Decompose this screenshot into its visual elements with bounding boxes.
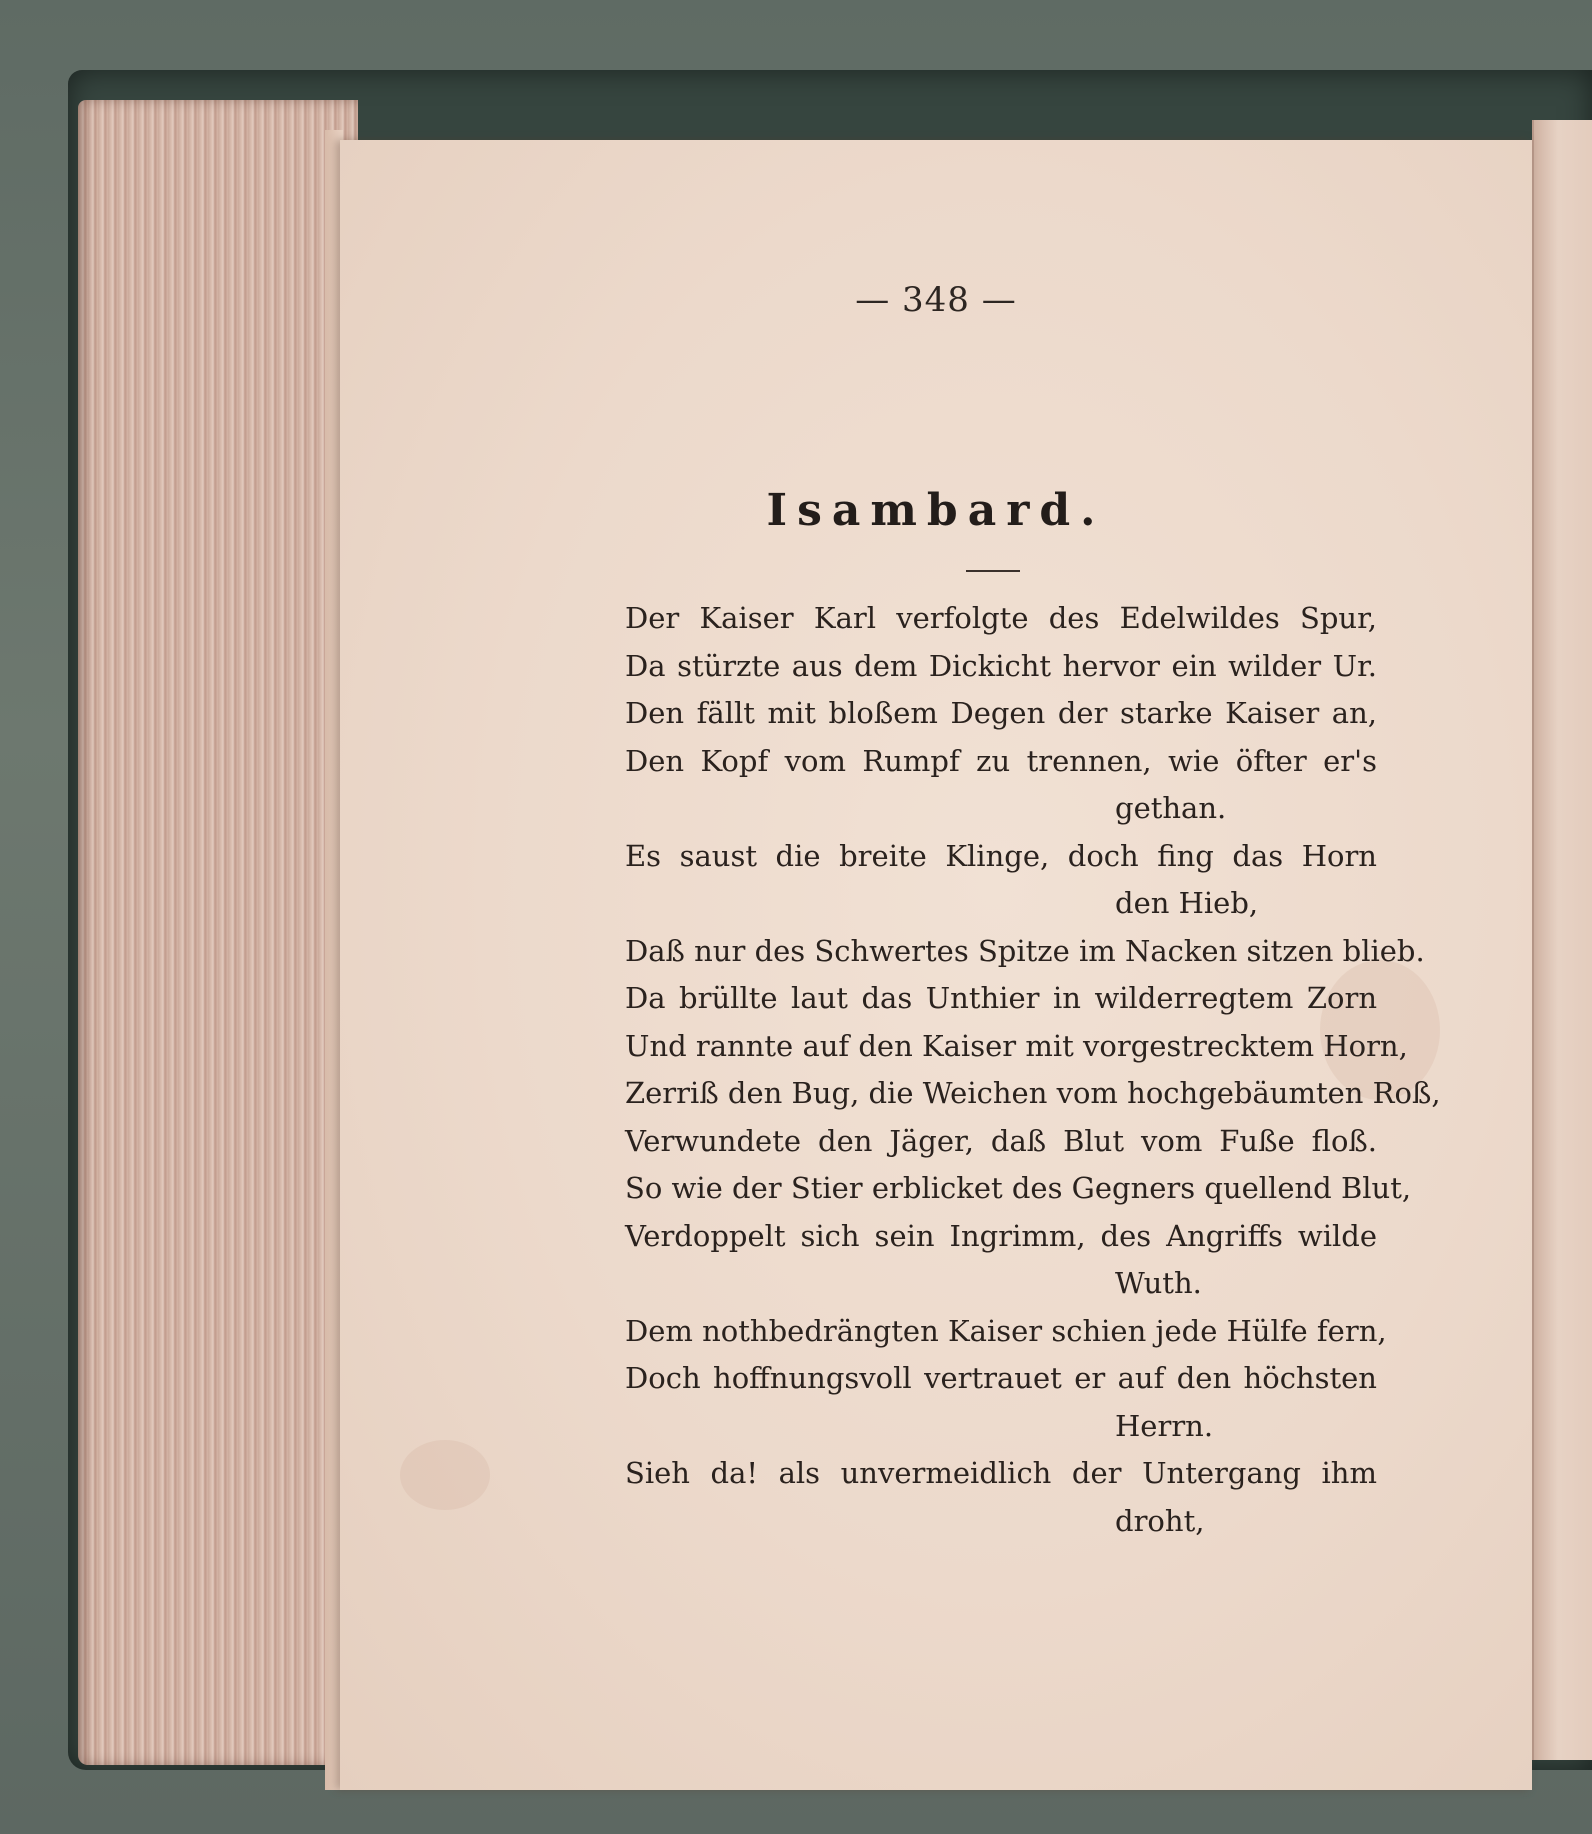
poem-line-continuation: Herrn. — [1115, 1408, 1214, 1443]
paper-stain — [400, 1440, 490, 1510]
poem-line: Verwundete den Jäger, daß Blut vom Fuße floß. — [625, 1123, 1377, 1158]
poem-line: Den Kopf vom Rumpf zu trennen, wie öfter er's — [625, 743, 1377, 778]
poem-line: Doch hoffnungsvoll vertrauet er auf den höchsten — [625, 1361, 1377, 1395]
poem-line: Es saust die breite Klinge, doch fing das Horn — [625, 838, 1377, 873]
poem-line-continuation: gethan. — [1115, 791, 1227, 825]
poem-line: Daß nur des Schwertes Spitze im Nacken sitzen blieb. — [625, 933, 1425, 968]
poem-line: Und rannte auf den Kaiser mit vorgestrecktem Horn, — [625, 1028, 1408, 1063]
poem-line: Dem nothbedrängten Kaiser schien jede Hülfe fern, — [625, 1313, 1387, 1348]
poem-line-continuation: droht, — [1115, 1503, 1205, 1538]
poem-line: Da brüllte laut das Unthier in wilderregtem Zorn — [625, 981, 1377, 1015]
poem-line: Zerriß den Bug, die Weichen vom hochgebäumten Roß, — [625, 1076, 1441, 1110]
page-block-edges — [78, 100, 358, 1765]
title-rule — [966, 570, 1020, 572]
poem-body — [625, 595, 1441, 1545]
poem-line: Da stürzte aus dem Dickicht hervor ein wilder Ur. — [625, 648, 1377, 683]
poem-line: Verdoppelt sich sein Ingrimm, des Angriffs wilde — [625, 1218, 1377, 1253]
poem-line: Den fällt mit bloßem Degen der starke Kaiser an, — [625, 696, 1377, 730]
poem-line: Sieh da! als unvermeidlich der Untergang ihm — [625, 1456, 1377, 1490]
poem-line-continuation: Wuth. — [1115, 1266, 1202, 1300]
poem-title: Isambard. — [766, 485, 1106, 536]
poem-line: So wie der Stier erblicket des Gegners quellend Blut, — [625, 1171, 1412, 1205]
poem-line-continuation: den Hieb, — [1115, 886, 1259, 920]
right-page-sliver — [1532, 120, 1592, 1760]
book-page — [340, 140, 1532, 1790]
page-number: — 348 — — [855, 280, 1017, 320]
poem-line: Der Kaiser Karl verfolgte des Edelwildes Spur, — [625, 601, 1377, 635]
